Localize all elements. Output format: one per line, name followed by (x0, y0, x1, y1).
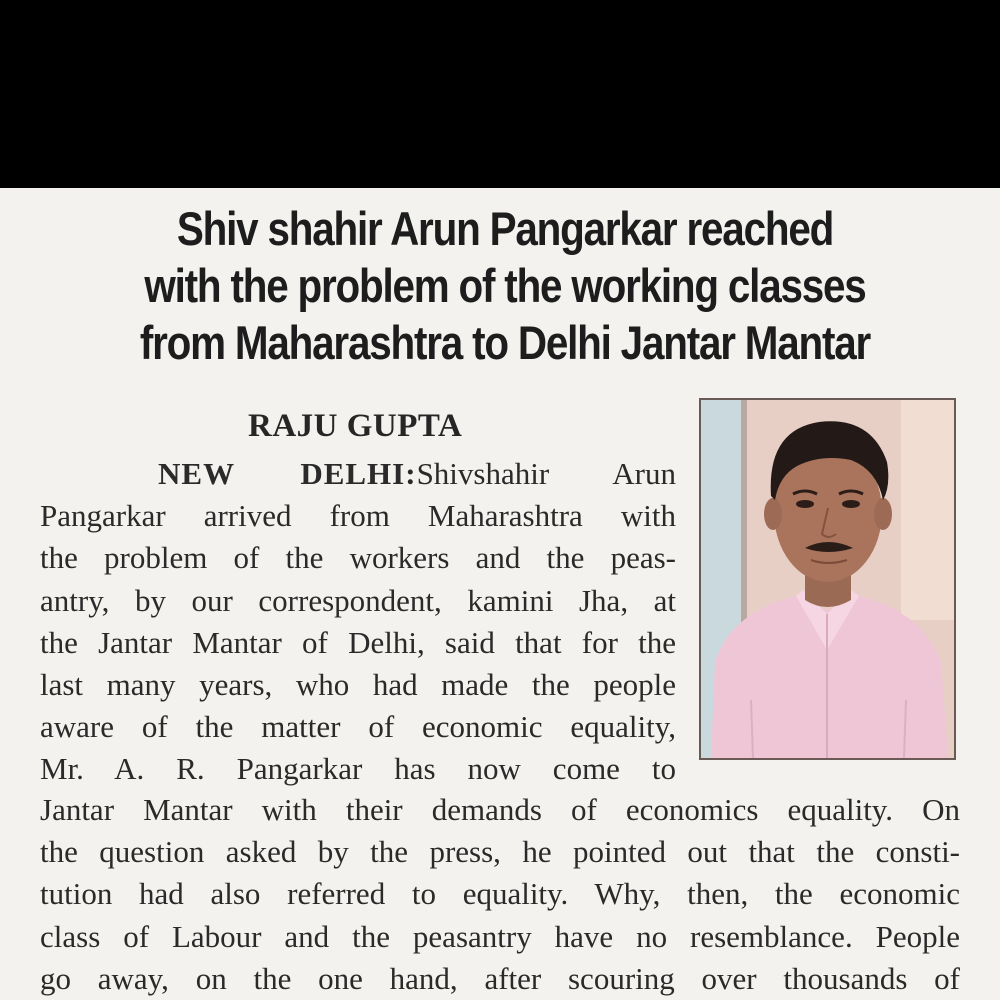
headline-line: with the problem of the working classes (144, 259, 866, 312)
dateline: NEW DELHI: (158, 456, 417, 491)
black-top-band (0, 0, 1000, 188)
text-line: the Jantar Mantar of Delhi, said that for the (40, 624, 676, 660)
portrait-illustration (701, 400, 954, 758)
text-line: Jantar Mantar with their demands of economics equality. On (40, 792, 960, 827)
headline (105, 200, 905, 371)
newspaper-clipping (0, 188, 1000, 1000)
text-line: tution had also referred to equality. Why, then, the economic (40, 876, 960, 912)
article-column-text (40, 453, 676, 791)
text-line: aware of the matter of economic equality, (40, 709, 676, 745)
text-line: Pangarkar arrived from Maharashtra with (40, 498, 676, 534)
headline-line: from Maharashtra to Delhi Jantar Mantar (139, 316, 871, 369)
text-line: go away, on the one hand, after scouring over thousands of (40, 960, 960, 996)
article-full-width-text (40, 789, 960, 1000)
text-line: last many years, who had made the people (40, 667, 676, 703)
text-line: class of Labour and the peasantry have no resemblance. People (40, 918, 960, 954)
text-line: Mr. A. R. Pangarkar has now come to (40, 751, 676, 787)
portrait-photo (699, 398, 956, 760)
text-line: the problem of the workers and the peas- (40, 540, 676, 576)
text-line: antry, by our correspondent, kamini Jha, at (40, 582, 676, 618)
byline: RAJU GUPTA (248, 408, 463, 444)
headline-line: Shiv shahir Arun Pangarkar reached (176, 202, 834, 255)
text-line: Shivshahir Arun (416, 456, 676, 491)
first-line (40, 453, 676, 495)
text-line: the question asked by the press, he pointed out that the consti- (40, 834, 960, 870)
